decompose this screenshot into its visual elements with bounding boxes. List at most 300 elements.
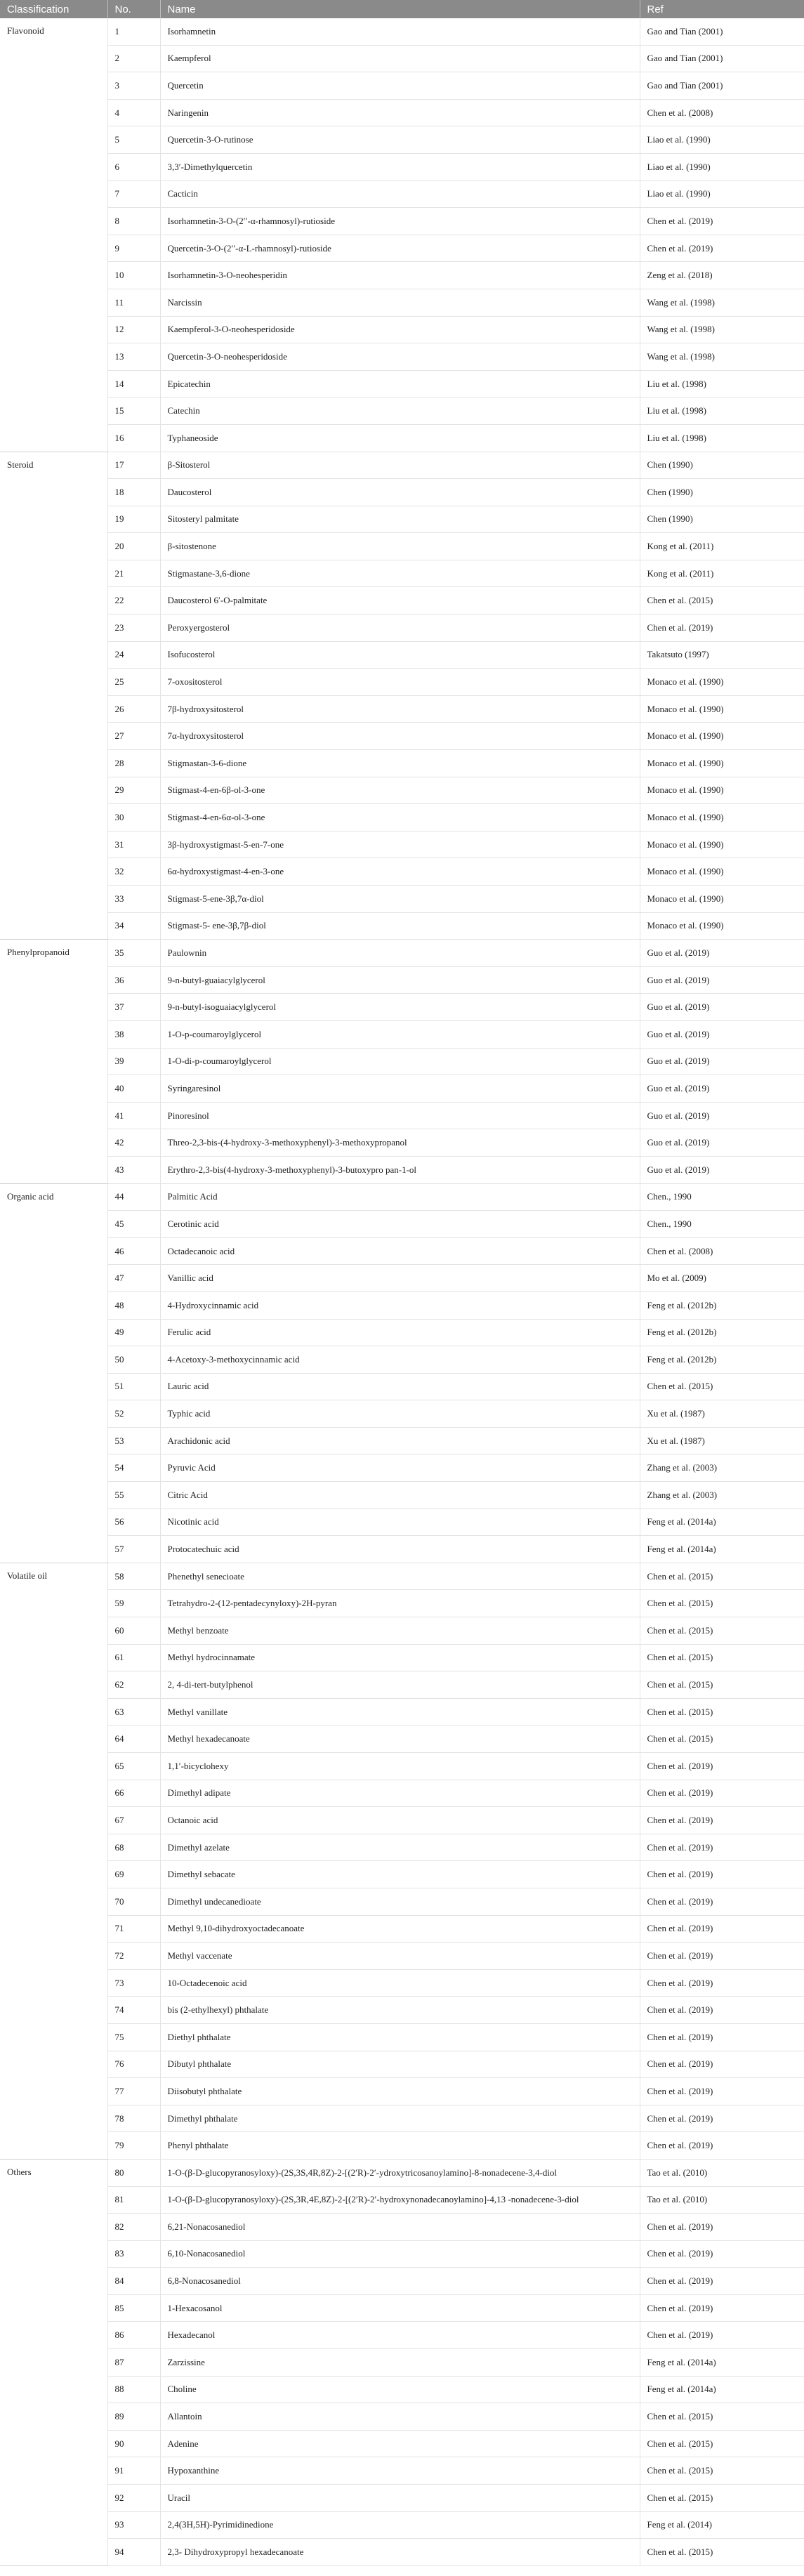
name-cell: Hexadecanol xyxy=(160,2322,640,2349)
ref-cell: Tao et al. (2010) xyxy=(640,2186,804,2214)
table-row xyxy=(0,1726,804,1753)
number-cell: 90 xyxy=(107,2430,160,2457)
number-cell: 22 xyxy=(107,587,160,615)
number-cell: 11 xyxy=(107,289,160,316)
ref-cell: Chen et al. (2019) xyxy=(640,2132,804,2160)
ref-cell: Chen et al. (2019) xyxy=(640,1997,804,2024)
ref-cell: Chen (1990) xyxy=(640,506,804,533)
number-cell: 92 xyxy=(107,2485,160,2512)
ref-cell: Chen et al. (2019) xyxy=(640,208,804,235)
ref-cell: Zhang et al. (2003) xyxy=(640,1454,804,1482)
ref-cell: Monaco et al. (1990) xyxy=(640,695,804,723)
ref-cell: Feng et al. (2014a) xyxy=(640,1536,804,1563)
number-cell: 7 xyxy=(107,180,160,208)
ref-cell: Feng et al. (2014a) xyxy=(640,1509,804,1536)
table-row xyxy=(0,2349,804,2377)
table-row xyxy=(0,560,804,587)
ref-cell: Chen et al. (2015) xyxy=(640,2403,804,2431)
table-row xyxy=(0,587,804,615)
table-row xyxy=(0,289,804,316)
table-body xyxy=(0,18,804,2565)
name-cell: Uracil xyxy=(160,2485,640,2512)
table-row xyxy=(0,72,804,100)
number-cell: 63 xyxy=(107,1698,160,1726)
number-cell: 15 xyxy=(107,397,160,425)
name-cell: Daucosterol xyxy=(160,479,640,506)
table-row xyxy=(0,1590,804,1617)
number-cell: 8 xyxy=(107,208,160,235)
ref-cell: Chen et al. (2019) xyxy=(640,2078,804,2105)
number-cell: 54 xyxy=(107,1454,160,1482)
table-row xyxy=(0,2078,804,2105)
name-cell: Quercetin-3-O-neohesperidoside xyxy=(160,343,640,371)
table-row xyxy=(0,1020,804,1048)
name-cell: Dimethyl adipate xyxy=(160,1780,640,1807)
table-row xyxy=(0,1644,804,1671)
ref-cell: Xu et al. (1987) xyxy=(640,1400,804,1428)
ref-cell: Chen et al. (2019) xyxy=(640,1915,804,1943)
table-row xyxy=(0,1346,804,1374)
number-cell: 25 xyxy=(107,669,160,696)
table-row xyxy=(0,2511,804,2539)
table-row xyxy=(0,2105,804,2132)
classification-cell: Volatile oil xyxy=(0,1563,107,2159)
table-row xyxy=(0,452,804,479)
header-ref: Ref xyxy=(640,0,804,18)
number-cell: 4 xyxy=(107,99,160,126)
ref-cell: Monaco et al. (1990) xyxy=(640,750,804,777)
number-cell: 29 xyxy=(107,777,160,804)
table-row xyxy=(0,2132,804,2160)
table-row xyxy=(0,1454,804,1482)
name-cell: Octanoic acid xyxy=(160,1807,640,1834)
number-cell: 5 xyxy=(107,126,160,154)
number-cell: 6 xyxy=(107,153,160,180)
table-row xyxy=(0,1211,804,1238)
classification-cell: Flavonoid xyxy=(0,18,107,452)
table-row xyxy=(0,1780,804,1807)
ref-cell: Chen et al. (2019) xyxy=(640,2268,804,2295)
name-cell: Octadecanoic acid xyxy=(160,1237,640,1265)
number-cell: 19 xyxy=(107,506,160,533)
name-cell: Stigmast-5- ene-3β,7β-diol xyxy=(160,912,640,940)
ref-cell: Chen., 1990 xyxy=(640,1183,804,1211)
table-row xyxy=(0,2268,804,2295)
table-row xyxy=(0,1482,804,1509)
number-cell: 87 xyxy=(107,2349,160,2377)
table-row xyxy=(0,940,804,967)
table-row xyxy=(0,1265,804,1292)
ref-cell: Guo et al. (2019) xyxy=(640,1102,804,1129)
name-cell: Vanillic acid xyxy=(160,1265,640,1292)
ref-cell: Feng et al. (2012b) xyxy=(640,1292,804,1319)
number-cell: 3 xyxy=(107,72,160,100)
number-cell: 43 xyxy=(107,1156,160,1183)
name-cell: Nicotinic acid xyxy=(160,1509,640,1536)
table-row xyxy=(0,1997,804,2024)
table-row xyxy=(0,1509,804,1536)
name-cell: Zarzissine xyxy=(160,2349,640,2377)
name-cell: 1-O-(β-D-glucopyranosyloxy)-(2S,3S,4R,8Z)-2-[(2′R)-2′-ydroxytricosanoylamino]-8-nonadecene-3,4-diol xyxy=(160,2159,640,2186)
name-cell: 10-Octadecenoic acid xyxy=(160,1969,640,1997)
name-cell: Kaempferol-3-O-neohesperidoside xyxy=(160,316,640,343)
name-cell: Dimethyl phthalate xyxy=(160,2105,640,2132)
table-row xyxy=(0,45,804,72)
ref-cell: Zeng et al. (2018) xyxy=(640,262,804,289)
name-cell: Tetrahydro-2-(12-pentadecynyloxy)-2H-pyran xyxy=(160,1590,640,1617)
table-row xyxy=(0,1183,804,1211)
table-row xyxy=(0,1400,804,1428)
name-cell: Isofucosterol xyxy=(160,641,640,669)
table-row xyxy=(0,1969,804,1997)
number-cell: 23 xyxy=(107,615,160,642)
table-row xyxy=(0,1943,804,1970)
name-cell: Stigmast-4-en-6α-ol-3-one xyxy=(160,804,640,832)
name-cell: Stigmast-5-ene-3β,7α-diol xyxy=(160,886,640,913)
name-cell: 9-n-butyl-isoguaiacylglycerol xyxy=(160,994,640,1021)
table-row xyxy=(0,2485,804,2512)
table-row xyxy=(0,343,804,371)
ref-cell: Zhang et al. (2003) xyxy=(640,1482,804,1509)
table-row xyxy=(0,1319,804,1346)
ref-cell: Kong et al. (2011) xyxy=(640,533,804,560)
classification-cell: Steroid xyxy=(0,452,107,940)
table-row xyxy=(0,1075,804,1103)
number-cell: 85 xyxy=(107,2294,160,2322)
number-cell: 80 xyxy=(107,2159,160,2186)
ref-cell: Guo et al. (2019) xyxy=(640,1075,804,1103)
name-cell: 6α-hydroxystigmast-4-en-3-one xyxy=(160,858,640,886)
number-cell: 26 xyxy=(107,695,160,723)
number-cell: 36 xyxy=(107,966,160,994)
ref-cell: Chen., 1990 xyxy=(640,1211,804,1238)
name-cell: Pyruvic Acid xyxy=(160,1454,640,1482)
table-row xyxy=(0,1563,804,1590)
number-cell: 59 xyxy=(107,1590,160,1617)
name-cell: Methyl vaccenate xyxy=(160,1943,640,1970)
table-row xyxy=(0,1915,804,1943)
number-cell: 31 xyxy=(107,831,160,858)
ref-cell: Chen et al. (2019) xyxy=(640,1753,804,1780)
number-cell: 75 xyxy=(107,2023,160,2051)
name-cell: Phenethyl senecioate xyxy=(160,1563,640,1590)
ref-cell: Chen et al. (2019) xyxy=(640,235,804,262)
name-cell: Methyl vanillate xyxy=(160,1698,640,1726)
name-cell: Palmitic Acid xyxy=(160,1183,640,1211)
number-cell: 44 xyxy=(107,1183,160,1211)
ref-cell: Chen et al. (2015) xyxy=(640,1671,804,1699)
name-cell: β-Sitosterol xyxy=(160,452,640,479)
name-cell: Isorhamnetin-3-O-(2′′-α-rhamnosyl)-rutioside xyxy=(160,208,640,235)
table-row xyxy=(0,1617,804,1645)
table-row xyxy=(0,669,804,696)
number-cell: 12 xyxy=(107,316,160,343)
table-row xyxy=(0,2430,804,2457)
ref-cell: Chen et al. (2019) xyxy=(640,1861,804,1888)
number-cell: 57 xyxy=(107,1536,160,1563)
ref-cell: Guo et al. (2019) xyxy=(640,966,804,994)
table-row xyxy=(0,723,804,750)
number-cell: 49 xyxy=(107,1319,160,1346)
ref-cell: Chen et al. (2015) xyxy=(640,1644,804,1671)
number-cell: 84 xyxy=(107,2268,160,2295)
number-cell: 61 xyxy=(107,1644,160,1671)
table-row xyxy=(0,533,804,560)
number-cell: 45 xyxy=(107,1211,160,1238)
name-cell: 7α-hydroxysitosterol xyxy=(160,723,640,750)
ref-cell: Chen et al. (2019) xyxy=(640,1943,804,1970)
number-cell: 51 xyxy=(107,1373,160,1400)
ref-cell: Xu et al. (1987) xyxy=(640,1427,804,1454)
name-cell: Choline xyxy=(160,2376,640,2403)
table-row xyxy=(0,1834,804,1861)
number-cell: 56 xyxy=(107,1509,160,1536)
name-cell: Allantoin xyxy=(160,2403,640,2431)
ref-cell: Chen et al. (2015) xyxy=(640,2539,804,2566)
name-cell: 7-oxositosterol xyxy=(160,669,640,696)
name-cell: Isorhamnetin-3-O-neohesperidin xyxy=(160,262,640,289)
number-cell: 13 xyxy=(107,343,160,371)
table-row xyxy=(0,262,804,289)
name-cell: Methyl benzoate xyxy=(160,1617,640,1645)
table-row xyxy=(0,2294,804,2322)
name-cell: Diisobutyl phthalate xyxy=(160,2078,640,2105)
number-cell: 72 xyxy=(107,1943,160,1970)
ref-cell: Chen et al. (2019) xyxy=(640,2051,804,2078)
ref-cell: Gao and Tian (2001) xyxy=(640,72,804,100)
table-row xyxy=(0,2457,804,2485)
classification-cell: Others xyxy=(0,2159,107,2565)
table-row xyxy=(0,2186,804,2214)
number-cell: 52 xyxy=(107,1400,160,1428)
number-cell: 73 xyxy=(107,1969,160,1997)
ref-cell: Chen et al. (2019) xyxy=(640,1834,804,1861)
number-cell: 88 xyxy=(107,2376,160,2403)
ref-cell: Chen (1990) xyxy=(640,479,804,506)
number-cell: 74 xyxy=(107,1997,160,2024)
ref-cell: Chen et al. (2015) xyxy=(640,1698,804,1726)
table-row xyxy=(0,1807,804,1834)
ref-cell: Monaco et al. (1990) xyxy=(640,804,804,832)
name-cell: Dimethyl sebacate xyxy=(160,1861,640,1888)
table-row xyxy=(0,1536,804,1563)
number-cell: 9 xyxy=(107,235,160,262)
ref-cell: Chen et al. (2015) xyxy=(640,2457,804,2485)
ref-cell: Liu et al. (1998) xyxy=(640,397,804,425)
table-row xyxy=(0,1292,804,1319)
ref-cell: Monaco et al. (1990) xyxy=(640,858,804,886)
name-cell: bis (2-ethylhexyl) phthalate xyxy=(160,1997,640,2024)
name-cell: Ferulic acid xyxy=(160,1319,640,1346)
ref-cell: Monaco et al. (1990) xyxy=(640,912,804,940)
ref-cell: Gao and Tian (2001) xyxy=(640,45,804,72)
name-cell: 1-O-(β-D-glucopyranosyloxy)-(2S,3R,4E,8Z)-2-[(2′R)-2′-hydroxynonadecanoylamino]-4,13 -nonadecene-3-diol xyxy=(160,2186,640,2214)
ref-cell: Guo et al. (2019) xyxy=(640,940,804,967)
table-row xyxy=(0,750,804,777)
name-cell: Sitosteryl palmitate xyxy=(160,506,640,533)
name-cell: Diethyl phthalate xyxy=(160,2023,640,2051)
number-cell: 2 xyxy=(107,45,160,72)
number-cell: 48 xyxy=(107,1292,160,1319)
table-row xyxy=(0,2539,804,2566)
name-cell: 3,3′-Dimethylquercetin xyxy=(160,153,640,180)
table-row xyxy=(0,1102,804,1129)
name-cell: Peroxyergosterol xyxy=(160,615,640,642)
number-cell: 71 xyxy=(107,1915,160,1943)
header-classification: Classification xyxy=(0,0,107,18)
table-row xyxy=(0,1861,804,1888)
table-row xyxy=(0,18,804,45)
number-cell: 86 xyxy=(107,2322,160,2349)
number-cell: 70 xyxy=(107,1888,160,1915)
table-row xyxy=(0,235,804,262)
number-cell: 94 xyxy=(107,2539,160,2566)
ref-cell: Guo et al. (2019) xyxy=(640,1156,804,1183)
number-cell: 91 xyxy=(107,2457,160,2485)
ref-cell: Liu et al. (1998) xyxy=(640,424,804,452)
table-row xyxy=(0,2023,804,2051)
number-cell: 83 xyxy=(107,2240,160,2268)
number-cell: 78 xyxy=(107,2105,160,2132)
number-cell: 20 xyxy=(107,533,160,560)
number-cell: 37 xyxy=(107,994,160,1021)
ref-cell: Wang et al. (1998) xyxy=(640,343,804,371)
name-cell: 2,4(3H,5H)-Pyrimidinedione xyxy=(160,2511,640,2539)
ref-cell: Chen et al. (2015) xyxy=(640,1726,804,1753)
name-cell: 3β-hydroxystigmast-5-en-7-one xyxy=(160,831,640,858)
name-cell: β-sitostenone xyxy=(160,533,640,560)
number-cell: 60 xyxy=(107,1617,160,1645)
ref-cell: Feng et al. (2012b) xyxy=(640,1346,804,1374)
name-cell: 1,1′-bicyclohexy xyxy=(160,1753,640,1780)
name-cell: Erythro-2,3-bis(4-hydroxy-3-methoxyphenyl)-3-butoxypro pan-1-ol xyxy=(160,1156,640,1183)
table-row xyxy=(0,641,804,669)
header-name: Name xyxy=(160,0,640,18)
name-cell: Typhic acid xyxy=(160,1400,640,1428)
ref-cell: Takatsuto (1997) xyxy=(640,641,804,669)
name-cell: Dimethyl azelate xyxy=(160,1834,640,1861)
table-row xyxy=(0,2159,804,2186)
number-cell: 21 xyxy=(107,560,160,587)
name-cell: Threo-2,3-bis-(4-hydroxy-3-methoxyphenyl)-3-methoxypropanol xyxy=(160,1129,640,1157)
number-cell: 10 xyxy=(107,262,160,289)
name-cell: Protocatechuic acid xyxy=(160,1536,640,1563)
ref-cell: Kong et al. (2011) xyxy=(640,560,804,587)
number-cell: 76 xyxy=(107,2051,160,2078)
ref-cell: Chen et al. (2019) xyxy=(640,2105,804,2132)
header-row xyxy=(0,0,804,18)
ref-cell: Chen et al. (2019) xyxy=(640,1807,804,1834)
number-cell: 24 xyxy=(107,641,160,669)
number-cell: 1 xyxy=(107,18,160,45)
ref-cell: Monaco et al. (1990) xyxy=(640,831,804,858)
number-cell: 38 xyxy=(107,1020,160,1048)
name-cell: 6,10-Nonacosanediol xyxy=(160,2240,640,2268)
number-cell: 42 xyxy=(107,1129,160,1157)
name-cell: 1-Hexacosanol xyxy=(160,2294,640,2322)
table-row xyxy=(0,1237,804,1265)
name-cell: Methyl hydrocinnamate xyxy=(160,1644,640,1671)
table-row xyxy=(0,1671,804,1699)
table-row xyxy=(0,99,804,126)
name-cell: Citric Acid xyxy=(160,1482,640,1509)
number-cell: 62 xyxy=(107,1671,160,1699)
table-row xyxy=(0,2214,804,2241)
table-row xyxy=(0,2403,804,2431)
name-cell: 4-Acetoxy-3-methoxycinnamic acid xyxy=(160,1346,640,1374)
number-cell: 27 xyxy=(107,723,160,750)
name-cell: Typhaneoside xyxy=(160,424,640,452)
ref-cell: Liao et al. (1990) xyxy=(640,153,804,180)
ref-cell: Chen et al. (2015) xyxy=(640,1617,804,1645)
name-cell: Arachidonic acid xyxy=(160,1427,640,1454)
number-cell: 18 xyxy=(107,479,160,506)
number-cell: 50 xyxy=(107,1346,160,1374)
name-cell: Dimethyl undecanedioate xyxy=(160,1888,640,1915)
ref-cell: Chen et al. (2019) xyxy=(640,2294,804,2322)
name-cell: Paulownin xyxy=(160,940,640,967)
table-row xyxy=(0,1753,804,1780)
name-cell: Quercetin xyxy=(160,72,640,100)
number-cell: 47 xyxy=(107,1265,160,1292)
ref-cell: Chen et al. (2019) xyxy=(640,615,804,642)
name-cell: Daucosterol 6′-O-palmitate xyxy=(160,587,640,615)
table-row xyxy=(0,912,804,940)
name-cell: Catechin xyxy=(160,397,640,425)
number-cell: 39 xyxy=(107,1048,160,1075)
number-cell: 53 xyxy=(107,1427,160,1454)
table-row xyxy=(0,886,804,913)
number-cell: 40 xyxy=(107,1075,160,1103)
table-row xyxy=(0,208,804,235)
ref-cell: Chen et al. (2008) xyxy=(640,1237,804,1265)
ref-cell: Guo et al. (2019) xyxy=(640,1129,804,1157)
number-cell: 32 xyxy=(107,858,160,886)
name-cell: Kaempferol xyxy=(160,45,640,72)
ref-cell: Chen et al. (2015) xyxy=(640,2430,804,2457)
number-cell: 81 xyxy=(107,2186,160,2214)
ref-cell: Chen et al. (2019) xyxy=(640,1969,804,1997)
ref-cell: Chen et al. (2019) xyxy=(640,2023,804,2051)
name-cell: 2, 4-di-tert-butylphenol xyxy=(160,1671,640,1699)
number-cell: 64 xyxy=(107,1726,160,1753)
ref-cell: Liao et al. (1990) xyxy=(640,126,804,154)
number-cell: 82 xyxy=(107,2214,160,2241)
number-cell: 69 xyxy=(107,1861,160,1888)
table-row xyxy=(0,2240,804,2268)
table-row xyxy=(0,424,804,452)
ref-cell: Guo et al. (2019) xyxy=(640,1048,804,1075)
number-cell: 55 xyxy=(107,1482,160,1509)
table-row xyxy=(0,2376,804,2403)
name-cell: Cacticin xyxy=(160,180,640,208)
table-row xyxy=(0,1048,804,1075)
ref-cell: Wang et al. (1998) xyxy=(640,316,804,343)
number-cell: 46 xyxy=(107,1237,160,1265)
number-cell: 68 xyxy=(107,1834,160,1861)
name-cell: 2,3- Dihydroxypropyl hexadecanoate xyxy=(160,2539,640,2566)
number-cell: 14 xyxy=(107,370,160,397)
classification-cell: Organic acid xyxy=(0,1183,107,1563)
table-row xyxy=(0,695,804,723)
table-row xyxy=(0,397,804,425)
name-cell: Adenine xyxy=(160,2430,640,2457)
name-cell: Stigmastane-3,6-dione xyxy=(160,560,640,587)
name-cell: Narcissin xyxy=(160,289,640,316)
name-cell: Lauric acid xyxy=(160,1373,640,1400)
ref-cell: Monaco et al. (1990) xyxy=(640,886,804,913)
ref-cell: Guo et al. (2019) xyxy=(640,1020,804,1048)
